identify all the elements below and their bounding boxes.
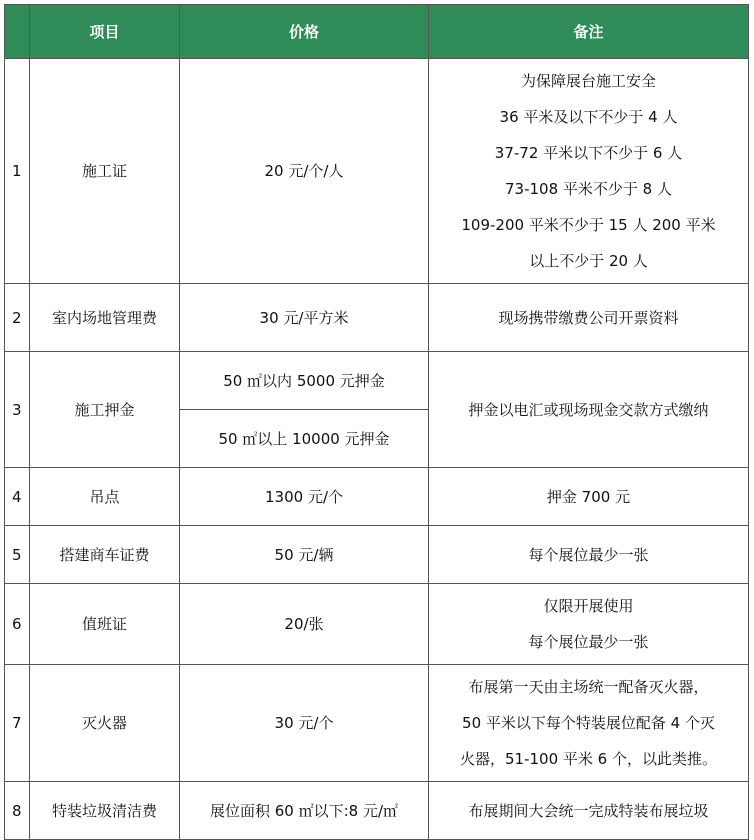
row-price: 1300 元/个 xyxy=(180,468,429,526)
row-item: 吊点 xyxy=(30,468,180,526)
note-line: 37-72 平米以下不少于 6 人 xyxy=(494,144,683,162)
row-item: 施工证 xyxy=(30,59,180,284)
note-line: 以上不少于 20 人 xyxy=(529,252,648,270)
row-note: 押金 700 元 xyxy=(429,468,749,526)
table-row xyxy=(5,59,749,284)
header-item: 项目 xyxy=(30,5,180,59)
note-line: 仅限开展使用 xyxy=(543,597,634,615)
row-note: 现场携带缴费公司开票资料 xyxy=(429,284,749,352)
note-line: 火器，51-100 平米 6 个，以此类推。 xyxy=(460,750,717,768)
row-number: 6 xyxy=(5,584,30,665)
table-row xyxy=(5,284,749,352)
row-item: 灭火器 xyxy=(30,665,180,782)
row-note: 布展期间大会统一完成特装布展垃圾 xyxy=(429,782,749,840)
table-row xyxy=(5,665,749,782)
row-note xyxy=(429,584,749,665)
note-line: 36 平米及以下不少于 4 人 xyxy=(499,108,678,126)
row-number: 8 xyxy=(5,782,30,840)
row-price: 展位面积 60 ㎡以下:8 元/㎡ xyxy=(180,782,429,840)
row-number: 4 xyxy=(5,468,30,526)
fee-table xyxy=(4,4,749,840)
header-index xyxy=(5,5,30,59)
row-item: 特装垃圾清洁费 xyxy=(30,782,180,840)
table-row xyxy=(5,526,749,584)
table-header-row xyxy=(5,5,749,59)
row-price: 30 元/平方米 xyxy=(180,284,429,352)
header-note: 备注 xyxy=(429,5,749,59)
note-line: 布展第一天由主场统一配备灭火器， xyxy=(468,678,709,696)
row-price: 20/张 xyxy=(180,584,429,665)
note-line: 73-108 平米不少于 8 人 xyxy=(505,180,672,198)
row-note xyxy=(429,59,749,284)
row-price-sub: 50 ㎡以上 10000 元押金 xyxy=(180,410,429,468)
row-note: 押金以电汇或现场现金交款方式缴纳 xyxy=(429,352,749,468)
row-note: 每个展位最少一张 xyxy=(429,526,749,584)
note-line: 为保障展台施工安全 xyxy=(520,72,656,90)
note-line: 50 平米以下每个特装展位配备 4 个灭 xyxy=(462,714,715,732)
row-item: 施工押金 xyxy=(30,352,180,468)
row-number: 7 xyxy=(5,665,30,782)
header-price: 价格 xyxy=(180,5,429,59)
row-item: 值班证 xyxy=(30,584,180,665)
row-item: 室内场地管理费 xyxy=(30,284,180,352)
row-price: 30 元/个 xyxy=(180,665,429,782)
row-number: 1 xyxy=(5,59,30,284)
note-line: 109-200 平米不少于 15 人 200 平米 xyxy=(461,216,716,234)
row-number: 2 xyxy=(5,284,30,352)
row-note xyxy=(429,665,749,782)
row-number: 5 xyxy=(5,526,30,584)
row-price: 20 元/个/人 xyxy=(180,59,429,284)
table-row xyxy=(5,352,749,410)
row-number: 3 xyxy=(5,352,30,468)
row-item: 搭建商车证费 xyxy=(30,526,180,584)
table-row xyxy=(5,584,749,665)
row-price: 50 元/辆 xyxy=(180,526,429,584)
table-row xyxy=(5,468,749,526)
row-price-sub: 50 ㎡以内 5000 元押金 xyxy=(180,352,429,410)
note-line: 每个展位最少一张 xyxy=(528,633,649,651)
